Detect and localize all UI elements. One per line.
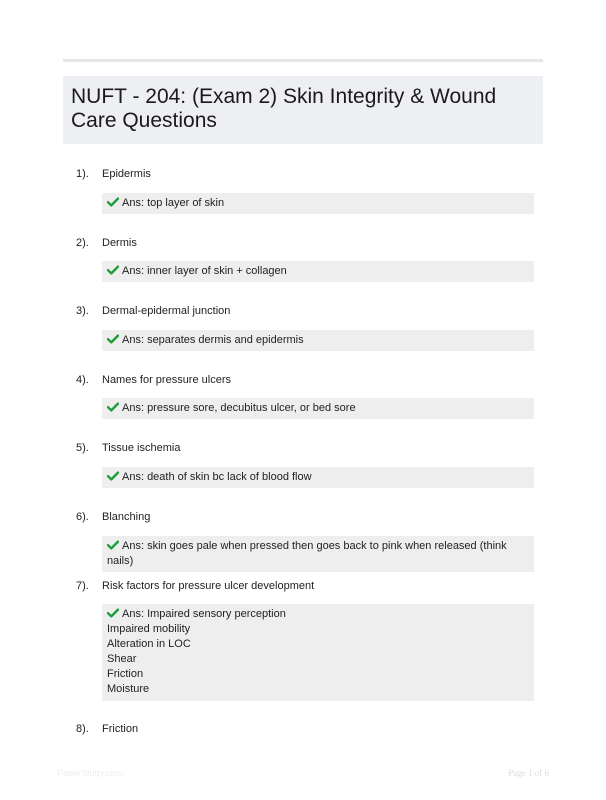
question-text: Risk factors for pressure ulcer development	[102, 580, 315, 592]
question-text: Names for pressure ulcers	[102, 374, 231, 386]
answer-box	[102, 467, 534, 488]
top-rule	[63, 59, 543, 62]
answer-box	[102, 261, 534, 282]
question-number: 5).	[76, 442, 89, 454]
question-text: Blanching	[102, 511, 151, 523]
answer-text: Ans: Impaired sensory perception	[122, 608, 286, 620]
question-number: 8).	[76, 723, 89, 735]
question-text: Friction	[102, 723, 139, 735]
answer-line: Impaired mobility	[107, 623, 191, 635]
page-title: NUFT - 204: (Exam 2) Skin Integrity & Wound Care Questions	[71, 85, 497, 132]
answer-line: Friction	[107, 668, 144, 680]
question-text: Epidermis	[102, 168, 151, 180]
question-number: 4).	[76, 374, 89, 386]
answer-text: Ans: pressure sore, decubitus ulcer, or bed sore	[122, 402, 356, 414]
answer-line: Shear	[107, 653, 137, 665]
answer-line: Moisture	[107, 683, 150, 695]
check-icon	[107, 265, 119, 275]
footer-watermark: PaperStudy.com	[57, 768, 123, 778]
page-number: Page 1 of 6	[508, 768, 549, 778]
question-number: 6).	[76, 511, 89, 523]
check-icon	[107, 334, 119, 344]
answer-box	[102, 536, 534, 572]
question-number: 2).	[76, 237, 89, 249]
check-icon	[107, 402, 119, 412]
check-icon	[107, 471, 119, 481]
question-text: Tissue ischemia	[102, 442, 181, 454]
question-number: 7).	[76, 580, 89, 592]
check-icon	[107, 608, 119, 618]
question-text: Dermal-epidermal junction	[102, 305, 231, 317]
answer-text: Ans: top layer of skin	[122, 197, 225, 209]
answer-line: Alteration in LOC	[107, 638, 191, 650]
question-number: 3).	[76, 305, 89, 317]
answer-text: Ans: inner layer of skin + collagen	[122, 265, 287, 277]
question-text: Dermis	[102, 237, 137, 249]
answer-text: Ans: separates dermis and epidermis	[122, 334, 304, 346]
answer-box	[102, 330, 534, 351]
answer-box	[102, 604, 534, 701]
title-banner	[63, 76, 543, 144]
question-number: 1).	[76, 168, 89, 180]
answer-text: Ans: skin goes pale when pressed then goes back to pink when released (think nails)	[107, 540, 507, 567]
answer-box	[102, 398, 534, 419]
check-icon	[107, 197, 119, 207]
check-icon	[107, 540, 119, 550]
answer-text: Ans: death of skin bc lack of blood flow	[122, 471, 312, 483]
answer-box	[102, 193, 534, 214]
